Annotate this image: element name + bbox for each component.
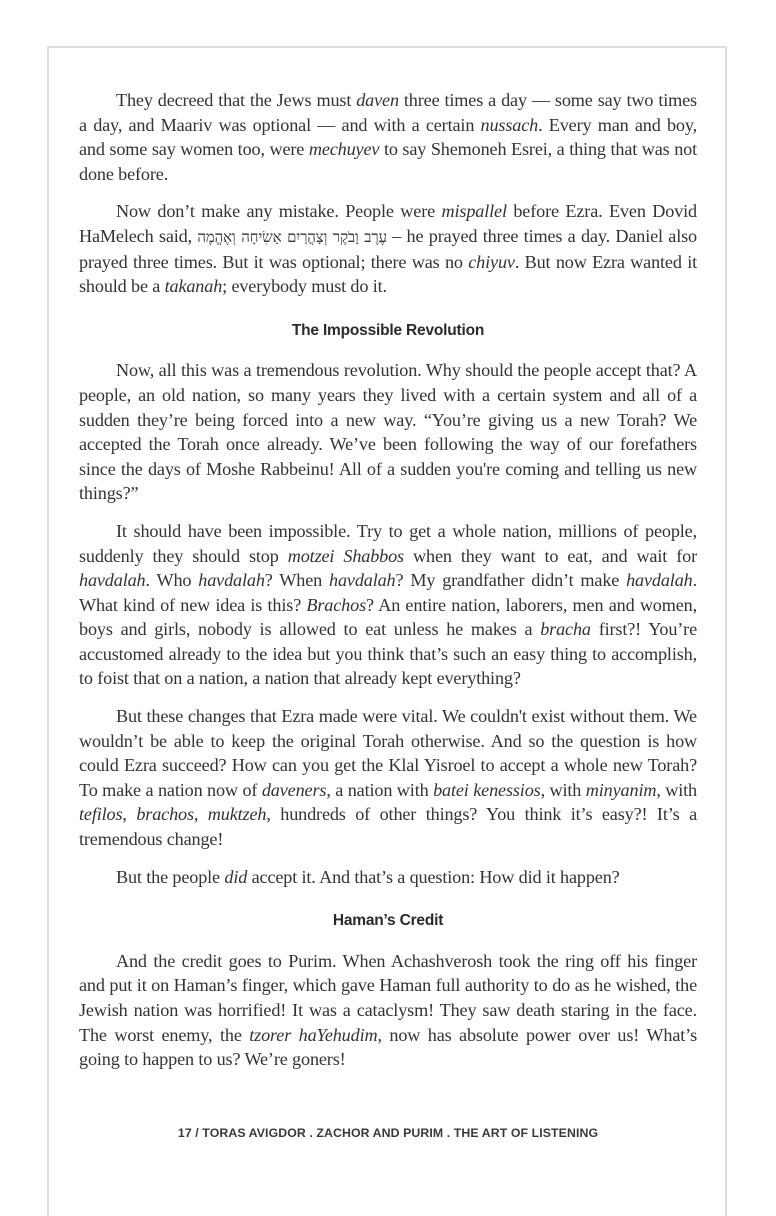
italic-term: nussach — [480, 114, 539, 135]
paragraph — [79, 358, 697, 506]
italic-term: havdalah — [626, 570, 693, 591]
paragraph — [79, 88, 697, 186]
text-span: They decreed that the Jews must — [116, 90, 357, 110]
hebrew-quote: עֶרֶב וָבֹקֶר וְצָהֳרַיִם אָשִׂיחָה וְאֶהֱמֶה — [197, 227, 387, 246]
italic-term: havdalah — [79, 570, 146, 591]
text-span: ? When — [264, 570, 330, 591]
italic-term: daveners — [261, 779, 327, 800]
italic-term: tzorer haYehudim — [249, 1024, 378, 1045]
italic-term: chiyuv — [468, 251, 515, 272]
text-span: , now has absolute power over us! What’s going to happen to us? We’re goners! — [79, 1024, 697, 1070]
section-heading: The Impossible Revolution — [291, 321, 485, 339]
text-span: . But now Ezra wanted it should be a — [79, 251, 697, 297]
italic-term: Brachos — [306, 594, 366, 615]
text-span: , — [193, 804, 208, 825]
paragraph — [79, 704, 697, 852]
page-body — [79, 88, 697, 1085]
paragraph — [79, 199, 697, 298]
text-span: , with — [656, 779, 697, 800]
text-span: And the credit goes to Purim. When Achashverosh took the ring off his finger and put it on Haman’s finger, which gave Haman full authority to do as he wished, the Jewish nation was horrified! It was a cataclysm! They saw death staring in the face. The worst enemy, the — [79, 950, 697, 1045]
text-span: when they want to eat, and wait for — [403, 545, 697, 566]
text-span: ? My grandfather didn’t make — [395, 570, 627, 591]
italic-term: takanah — [164, 276, 223, 297]
text-span: , a nation with — [326, 779, 434, 800]
text-span: Now, all this was a tremendous revolution. Why should the people accept that? A people, an old nation, so many years they lived with a certain system and all of a sudden they’re being forced into a new way. “You’re giving us a new Torah? We accepted the Torah once already. We’ve been following the way of our forefathers since the days of Moshe Rabbeinu! All of a sudden you're coming and telling us new things?” — [79, 360, 697, 504]
text-span: But these changes that Ezra made were vital. We couldn't exist without them. We wouldn’t be able to keep the original Torah otherwise. And so the question is how could Ezra succeed? How can you get the Klal Yisroel to accept a whole new Torah? To make a nation now of — [79, 706, 697, 800]
text-span: But the people — [116, 866, 225, 887]
text-span: to say Shemoneh Esrei, a thing that was not done before. — [79, 139, 698, 184]
italic-term: muktzeh — [207, 804, 267, 825]
italic-term: brachos — [136, 804, 194, 825]
italic-term: daven — [356, 90, 399, 110]
paragraph — [79, 519, 697, 691]
italic-term: mechuyev — [308, 139, 380, 160]
italic-term: bracha — [540, 619, 591, 640]
italic-term: minyanim — [585, 779, 657, 800]
text-span: before Ezra. Even Dovid HaMelech said, — [79, 201, 697, 246]
page-footer: 17 / TORAS AVIGDOR . ZACHOR AND PURIM . THE ART OF LISTENING — [177, 1126, 599, 1140]
text-span: . What kind of new idea is this? — [79, 570, 697, 615]
italic-term: havdalah — [329, 570, 396, 591]
italic-term: tefilos — [79, 804, 123, 825]
text-span: It should have been impossible. Try to get a whole nation, millions of people, suddenly they should stop — [79, 520, 697, 566]
text-span: – he prayed three times a day. Daniel also prayed three times. But it was optional; there was no — [79, 225, 697, 272]
italic-term: motzei Shabbos — [287, 545, 404, 566]
text-span: . Who — [145, 570, 199, 591]
text-span: . Every man and boy, and some say women too, were — [79, 114, 697, 160]
text-span: ? An entire nation, laborers, men and women, boys and girls, nobody is allowed to eat unless he makes a — [79, 594, 698, 640]
section-heading: Haman’s Credit — [332, 912, 444, 930]
paragraph — [79, 865, 697, 890]
text-span: , hundreds of other things? You think it’s easy?! It’s a tremendous change! — [79, 804, 697, 850]
text-span: first?! You’re accustomed already to the idea but you think that’s such an easy thing to accomplish, to foist that on a nation, a nation that already kept everything? — [79, 619, 698, 689]
italic-term: did — [224, 866, 248, 887]
text-span: accept it. And that’s a question: How did it happen? — [247, 866, 620, 887]
text-span: Now don’t make any mistake. People were — [116, 201, 442, 222]
italic-term: mispallel — [441, 201, 507, 222]
text-span: three times a day — some say two times a day, and Maariv was optional — and with a certain — [79, 90, 697, 135]
italic-term: batei kenessios — [433, 779, 541, 800]
text-span: , — [122, 804, 137, 825]
italic-term: havdalah — [198, 570, 265, 591]
text-span: ; everybody must do it. — [222, 276, 387, 297]
text-span: , with — [540, 779, 586, 800]
paragraph — [79, 949, 697, 1072]
